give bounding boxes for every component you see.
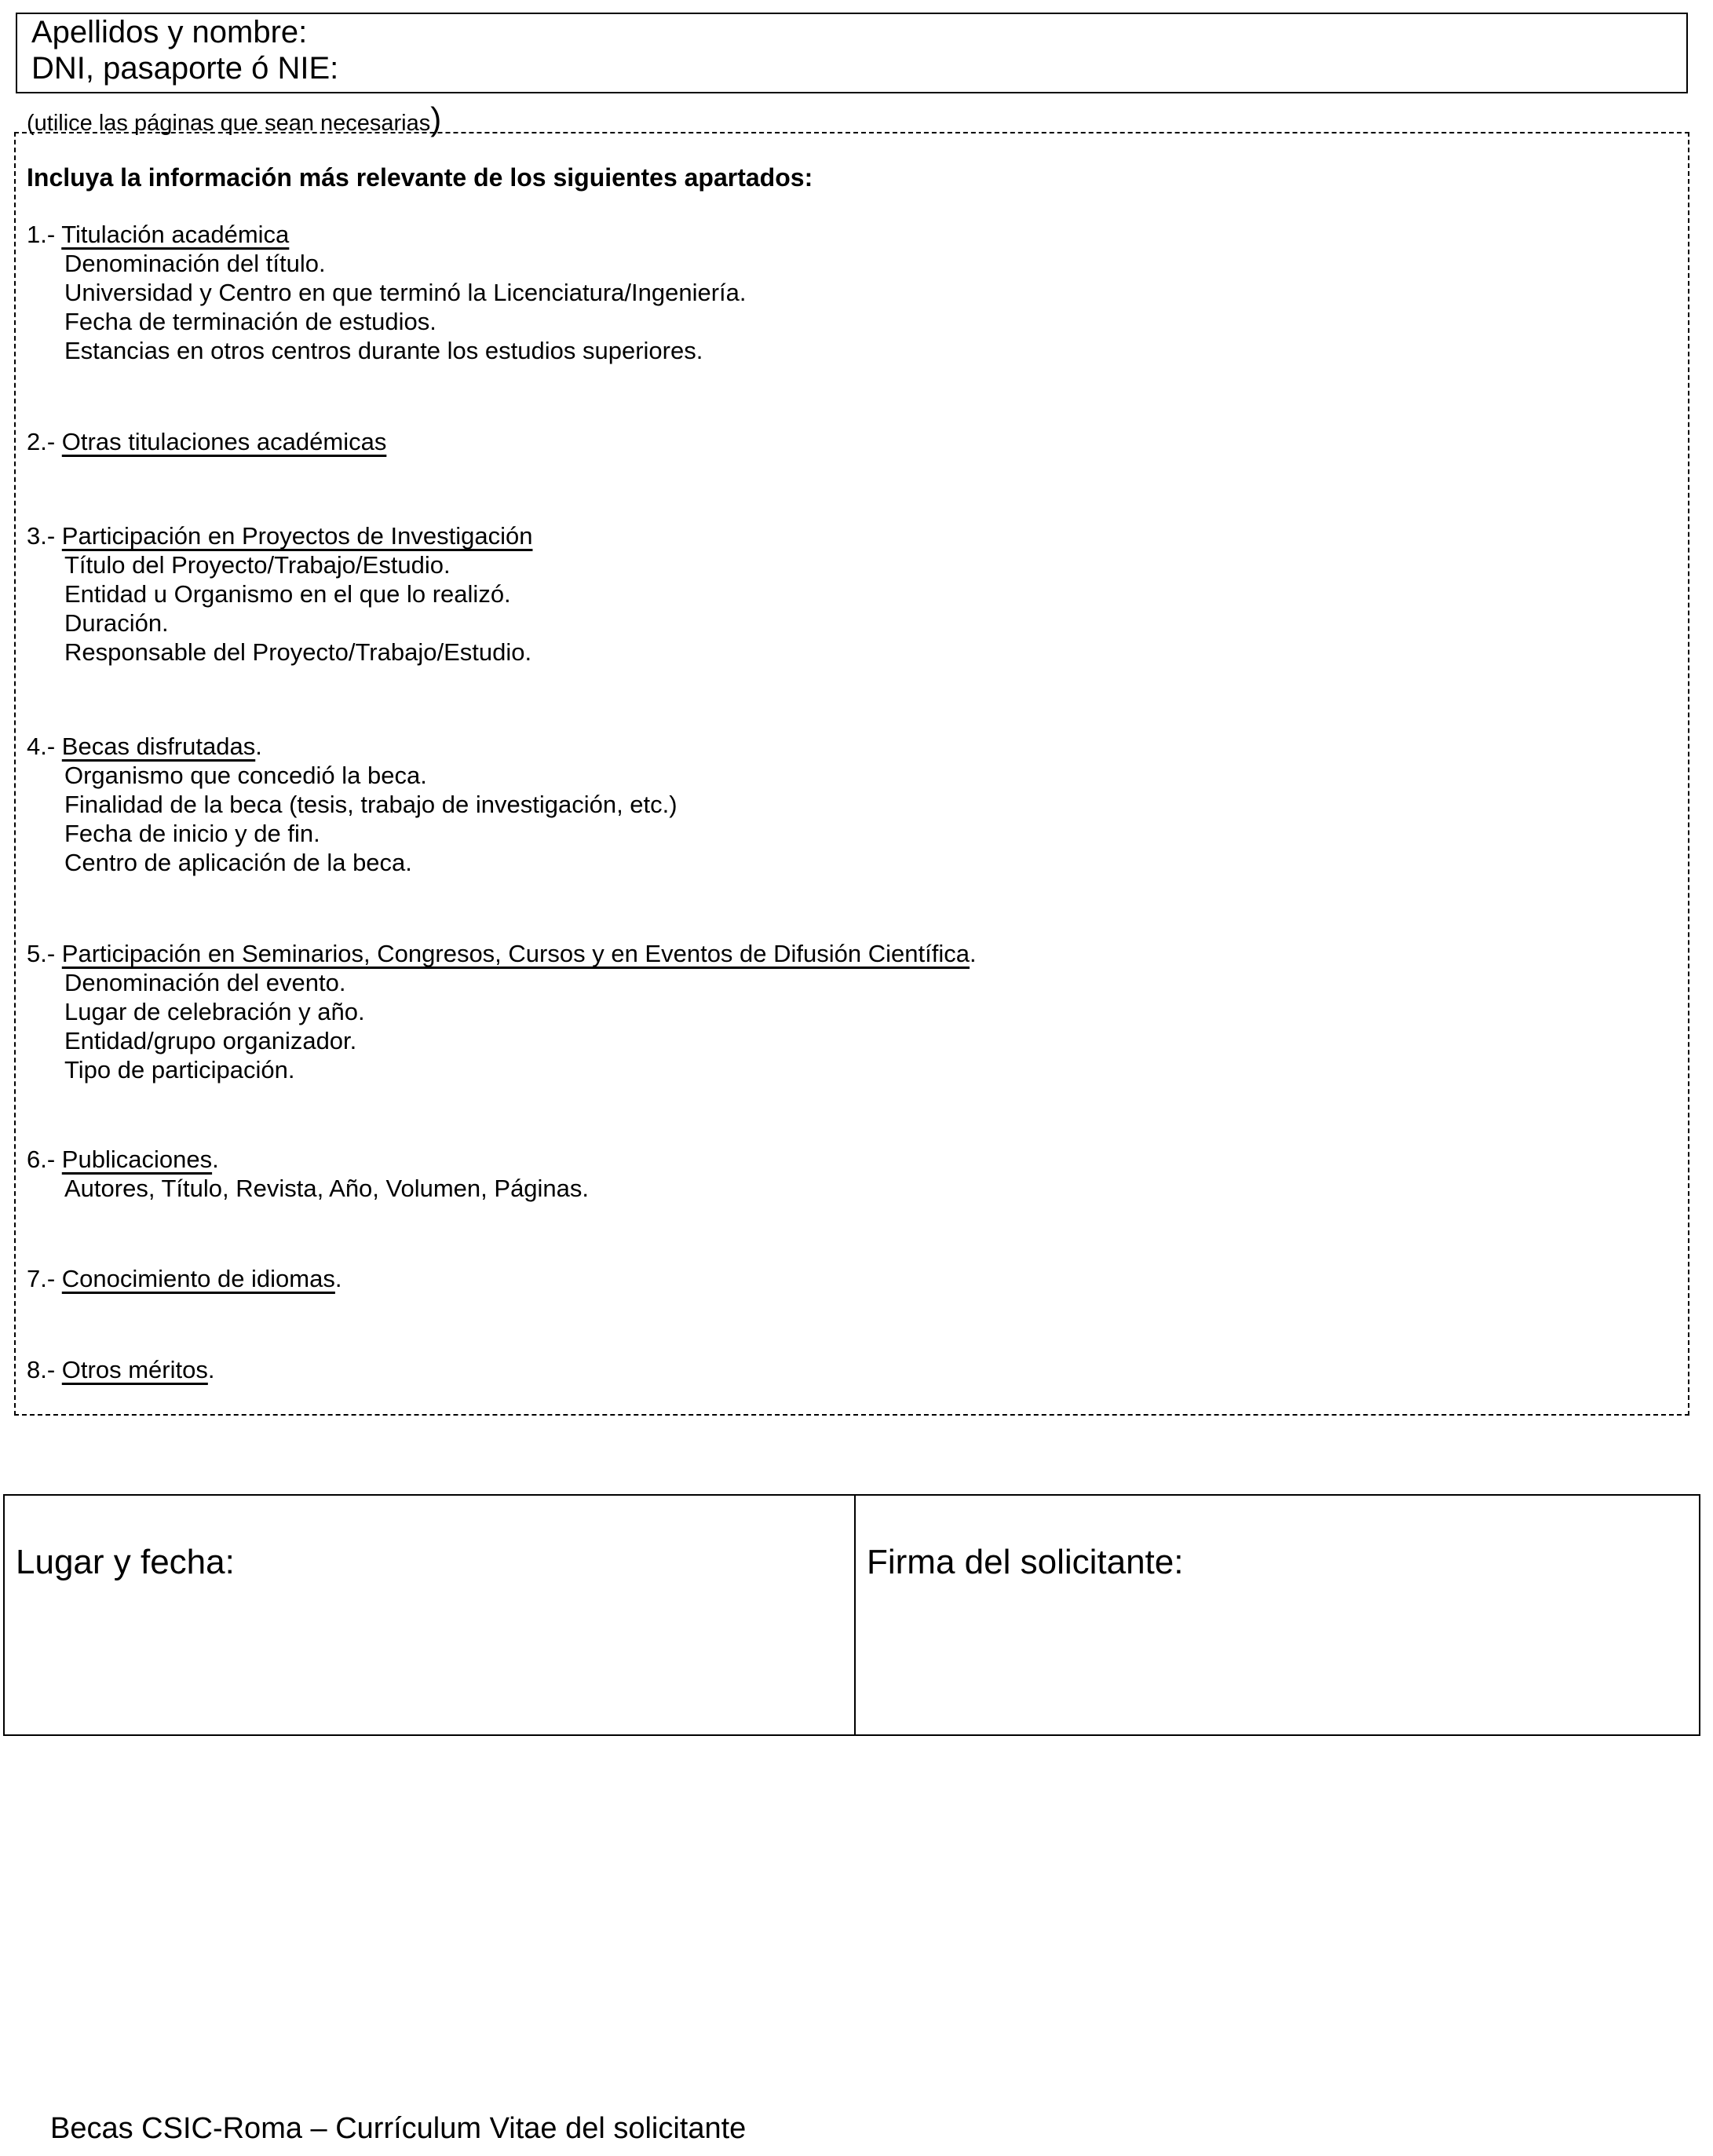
name-label: Apellidos y nombre:	[31, 15, 308, 49]
section-suffix: .	[334, 1265, 342, 1292]
section-title: Titulación académica	[61, 221, 290, 248]
section-item: Finalidad de la beca (tesis, trabajo de investigación, etc.)	[64, 791, 678, 818]
section-7	[27, 1264, 342, 1293]
section-heading	[27, 427, 386, 456]
section-title: Conocimiento de idiomas	[61, 1265, 335, 1292]
section-item: Título del Proyecto/Trabajo/Estudio.	[64, 551, 451, 579]
section-item: Fecha de inicio y de fin.	[64, 820, 320, 847]
section-heading	[27, 1355, 214, 1384]
signature-label: Firma del solicitante:	[867, 1543, 1184, 1581]
section-title: Becas disfrutadas	[61, 733, 256, 760]
section-heading	[27, 1264, 342, 1293]
section-item: Organismo que concedió la beca.	[64, 762, 427, 789]
pages-note-paren: )	[430, 100, 442, 137]
section-number: 7.-	[27, 1265, 62, 1292]
section-number: 2.-	[27, 428, 62, 455]
section-3	[27, 521, 532, 667]
section-number: 6.-	[27, 1146, 62, 1173]
section-4	[27, 732, 678, 877]
section-title: Participación en Seminarios, Congresos, Cursos y en Eventos de Difusión Científica	[61, 940, 970, 967]
section-item: Entidad u Organismo en el que lo realizó.	[64, 580, 511, 608]
section-item: Centro de aplicación de la beca.	[64, 849, 412, 876]
section-item: Autores, Título, Revista, Año, Volumen, Páginas.	[64, 1175, 590, 1202]
section-1	[27, 220, 746, 365]
section-5	[27, 939, 977, 1084]
section-title: Participación en Proyectos de Investigación	[61, 522, 533, 550]
signature-box	[3, 1494, 1700, 1736]
section-item: Entidad/grupo organizador.	[64, 1027, 357, 1054]
section-heading	[27, 732, 678, 761]
section-suffix: .	[212, 1146, 219, 1173]
section-item: Responsable del Proyecto/Trabajo/Estudio.	[64, 638, 532, 666]
applicant-id-box	[16, 13, 1688, 93]
section-title: Otras titulaciones académicas	[61, 428, 387, 455]
place-date-label: Lugar y fecha:	[16, 1543, 235, 1581]
section-number: 3.-	[27, 522, 62, 550]
section-item: Denominación del título.	[64, 250, 326, 277]
section-heading	[27, 521, 532, 550]
section-heading	[27, 939, 977, 968]
section-item: Fecha de terminación de estudios.	[64, 308, 436, 335]
section-suffix: .	[969, 940, 977, 967]
section-number: 5.-	[27, 940, 62, 967]
section-number: 4.-	[27, 733, 62, 760]
section-item: Lugar de celebración y año.	[64, 998, 365, 1025]
section-item: Estancias en otros centros durante los estudios superiores.	[64, 337, 703, 364]
page-footer: Becas CSIC-Roma – Currículum Vitae del solicitante	[50, 2112, 747, 2145]
pages-note-text: (utilice las páginas que sean necesarias	[27, 111, 431, 136]
section-title: Publicaciones	[61, 1146, 213, 1173]
section-item: Denominación del evento.	[64, 969, 346, 996]
section-suffix: .	[255, 733, 262, 760]
id-document-label: DNI, pasaporte ó NIE:	[31, 51, 339, 86]
instructions-heading: Incluya la información más relevante de los siguientes apartados:	[27, 163, 813, 192]
section-number: 1.-	[27, 221, 62, 248]
signature-divider	[854, 1496, 856, 1734]
section-item: Universidad y Centro en que terminó la Licenciatura/Ingeniería.	[64, 279, 747, 306]
section-suffix: .	[207, 1356, 215, 1383]
section-item: Duración.	[64, 609, 169, 637]
section-6	[27, 1145, 589, 1203]
section-number: 8.-	[27, 1356, 62, 1383]
section-heading	[27, 1145, 589, 1174]
section-8	[27, 1355, 214, 1384]
section-title: Otros méritos	[61, 1356, 208, 1383]
section-heading	[27, 220, 746, 249]
section-2	[27, 427, 386, 456]
section-item: Tipo de participación.	[64, 1056, 295, 1083]
